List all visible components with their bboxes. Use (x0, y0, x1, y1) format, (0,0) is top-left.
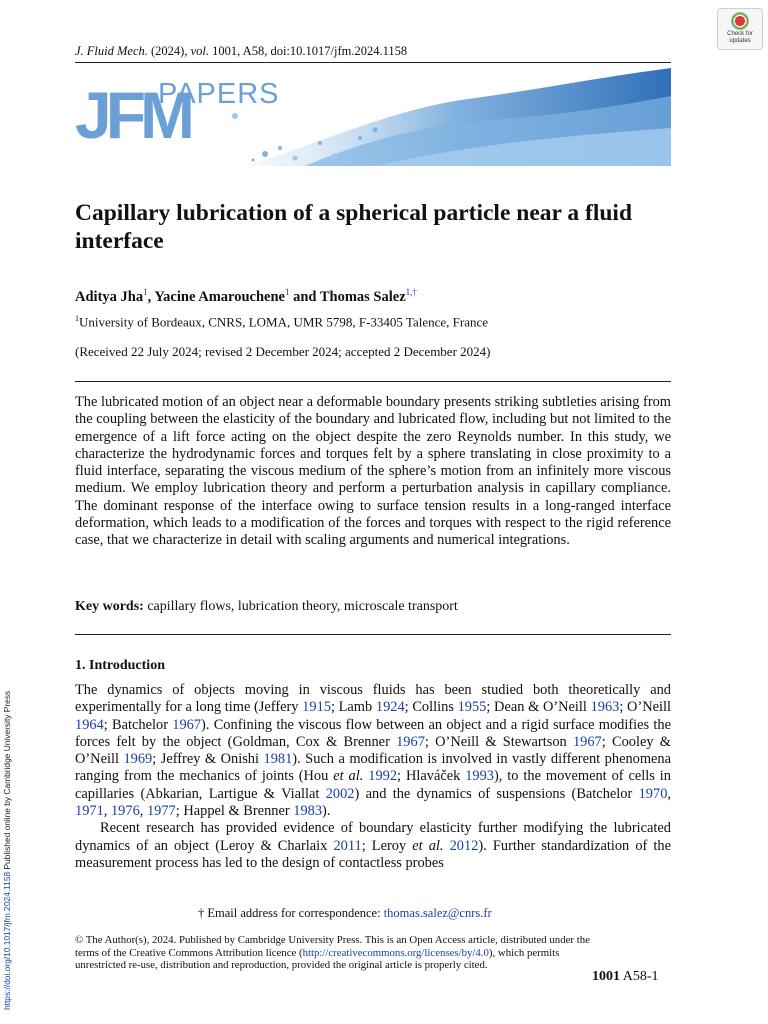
citation-link[interactable]: 1967 (572, 733, 602, 750)
jfm-logo: JFM (75, 78, 189, 152)
paragraph-text: ; Cooley & O’Neill (75, 733, 671, 768)
citation-link[interactable]: 1992 (368, 768, 398, 785)
abstract-rule-bottom (75, 634, 671, 635)
citation-link[interactable]: 1964 (75, 716, 104, 733)
article-page: A58-1 (620, 969, 659, 984)
section-title: Introduction (89, 658, 165, 673)
citation-link[interactable]: 1983 (293, 803, 323, 820)
paragraph-text: ; Happel & Brenner (175, 803, 294, 820)
check-for-updates-badge[interactable] (717, 8, 763, 50)
paragraph-text: ). (322, 803, 331, 820)
paragraph-text: ; Jeffrey & Onishi (152, 751, 264, 768)
check-for-updates-icon (731, 12, 749, 30)
papers-label: PAPERS (158, 78, 280, 110)
keywords-label: Key words: (75, 599, 144, 614)
journal-name: J. Fluid Mech. (75, 44, 148, 58)
correspondence-footnote (198, 906, 492, 921)
paragraph (75, 820, 671, 872)
keywords-text: capillary flows, lubrication theory, microscale transport (143, 599, 458, 614)
received-dates: (Received 22 July 2024; revised 2 December 2024; accepted 2 December 2024) (75, 344, 491, 359)
author-list: Aditya Jha$^1$, Yacine Amarouchene$^1$ and Thomas Salez$^{1,\dagger}$ (75, 287, 417, 305)
introduction-body (75, 682, 671, 872)
paragraph-text: ). Such a modification is involved in vastly different phenomena ranging from the mechanics of joints (Hou (75, 751, 672, 785)
paragraph-text: ; O’Neill & Stewartson (424, 733, 573, 750)
citation-link[interactable]: 1976 (110, 803, 140, 820)
header-rule (75, 62, 671, 63)
paragraph-text: ). Confining the viscous flow between an object and a rigid surface modifies the forces felt by the object (Goldman, Cox & Brenner (75, 716, 671, 750)
citation: 1001, A58, doi:10.1017/jfm.2024.1158 (209, 44, 408, 58)
correspondence-email-link[interactable]: thomas.salez@cnrs.fr (383, 906, 492, 920)
doi-link[interactable]: https://doi.org/10.1017/jfm.2024.1158 (2, 871, 12, 1010)
citation-link[interactable]: 1993 (465, 768, 494, 785)
citation-link[interactable]: 1981 (263, 751, 293, 768)
author-name: Yacine Amarouchene (154, 288, 285, 305)
citation-link[interactable]: 1977 (146, 803, 176, 820)
paragraph-text: ; Batchelor (103, 716, 173, 733)
citation-link[interactable]: 2002 (325, 785, 355, 802)
author-name: Thomas Salez (319, 288, 406, 305)
check-badge-line2: updates (729, 37, 751, 44)
section-heading (75, 658, 165, 674)
paragraph-text: ; Dean & O’Neill (486, 699, 591, 716)
abstract-rule-top (75, 381, 671, 382)
license-notice (75, 934, 595, 972)
volume-label: vol. (190, 44, 209, 58)
license-text: ), which permits unrestricted re-use, distribution and reproduction, provided the original article is properly cited. (75, 946, 560, 972)
section-number: 1. (75, 658, 86, 673)
author-affiliation-link[interactable]: 1 (284, 287, 290, 297)
footnote-label: † Email address for correspondence: (198, 906, 384, 920)
citation-link[interactable]: 2011 (333, 837, 362, 854)
keywords (75, 599, 458, 615)
published-online-text: Published online by Cambridge University Press (2, 690, 12, 872)
citation-link[interactable]: 1915 (302, 699, 331, 716)
page-number (592, 969, 659, 985)
paragraph-text: , (103, 803, 111, 820)
paragraph-text: ; Hlaváček (397, 768, 466, 785)
paragraph-text: ) and the dynamics of suspensions (Batchelor (354, 785, 639, 802)
citation-link[interactable]: 1924 (375, 699, 405, 716)
citation-link[interactable]: 1963 (590, 699, 620, 716)
affiliation (75, 314, 488, 330)
license-text: © The Author(s), 2024. Published by Cambridge University Press. This is an Open Access article, distributed under the terms of the Creative Commons Attribution licence ( (75, 934, 590, 959)
affiliation-marker: 1 (75, 314, 79, 323)
doi-side-note (2, 691, 12, 1010)
citation-link[interactable]: 2012 (449, 837, 479, 854)
paragraph-text: ; O’Neill (619, 699, 672, 716)
citation-link[interactable]: 1955 (457, 699, 487, 716)
et-al-text: et al. (412, 837, 444, 854)
author-name: Aditya Jha (75, 288, 144, 305)
check-badge-line1: Check for (727, 31, 753, 37)
author-affiliation-link[interactable]: 1,† (405, 287, 417, 297)
paragraph-text: ; Collins (404, 699, 458, 716)
affiliation-text: University of Bordeaux, CNRS, LOMA, UMR 5798, F-33405 Talence, France (79, 314, 489, 330)
paragraph-text: , (667, 785, 671, 802)
paragraph-text: Recent research has provided evidence of boundary elasticity further modifying the lubricated dynamics of an object (Leroy & Charlaix (75, 820, 671, 854)
paragraph-text: ; Leroy (361, 837, 413, 854)
citation-link[interactable]: 1967 (396, 733, 425, 750)
paragraph-text: ). Further standardization of the measurement process has led to the design of contactless probes (75, 837, 671, 871)
volume-number: 1001 (592, 969, 620, 984)
paragraph-text: ; Lamb (330, 699, 376, 716)
paragraph-text: , (139, 803, 147, 820)
license-link[interactable]: http://creativecommons.org/licenses/by/4.0 (302, 946, 489, 959)
article-title: Capillary lubrication of a spherical particle near a fluid interface (75, 200, 633, 254)
paragraph-text: ), to the movement of cells in capillaries (Abkarian, Lartigue & Viallat (75, 768, 671, 802)
paragraph-text: The dynamics of objects moving in viscous fluids has been studied both theoretically and experimentally for a long time (Jeffery (75, 682, 671, 716)
citation-link[interactable]: 1970 (638, 785, 668, 802)
abstract: The lubricated motion of an object near a deformable boundary presents striking subtleties arising from the coupling between the elasticity of the boundary and lubricated flow, including but not limited to the emergence of a lift force acting on the object despite the zero Reynolds number. In this study, we characterize the hydrodynamic forces and torques felt by a sphere translating in close proximity to a fluid interface, separating the viscous medium of the sphere’s motion from an infinitely more viscous medium. We employ lubrication theory and perform a perturbation analysis in capillary compliance. The dominant response of the interface owing to surface tension results in a long-ranged interface deformation, which leads to a modification of the forces and torques with respect to the rigid reference case, that we characterize in detail with scaling arguments and numerical integrations. (75, 394, 671, 549)
citation-link[interactable]: 1967 (172, 716, 202, 733)
running-head (75, 44, 407, 59)
paragraph (75, 682, 671, 820)
citation-link[interactable]: 1969 (123, 751, 153, 768)
citation-link[interactable]: 1971 (75, 803, 104, 820)
et-al-text: et al. (333, 768, 364, 785)
author-affiliation-link[interactable]: 1 (143, 287, 148, 297)
year: (2024), (147, 44, 191, 58)
